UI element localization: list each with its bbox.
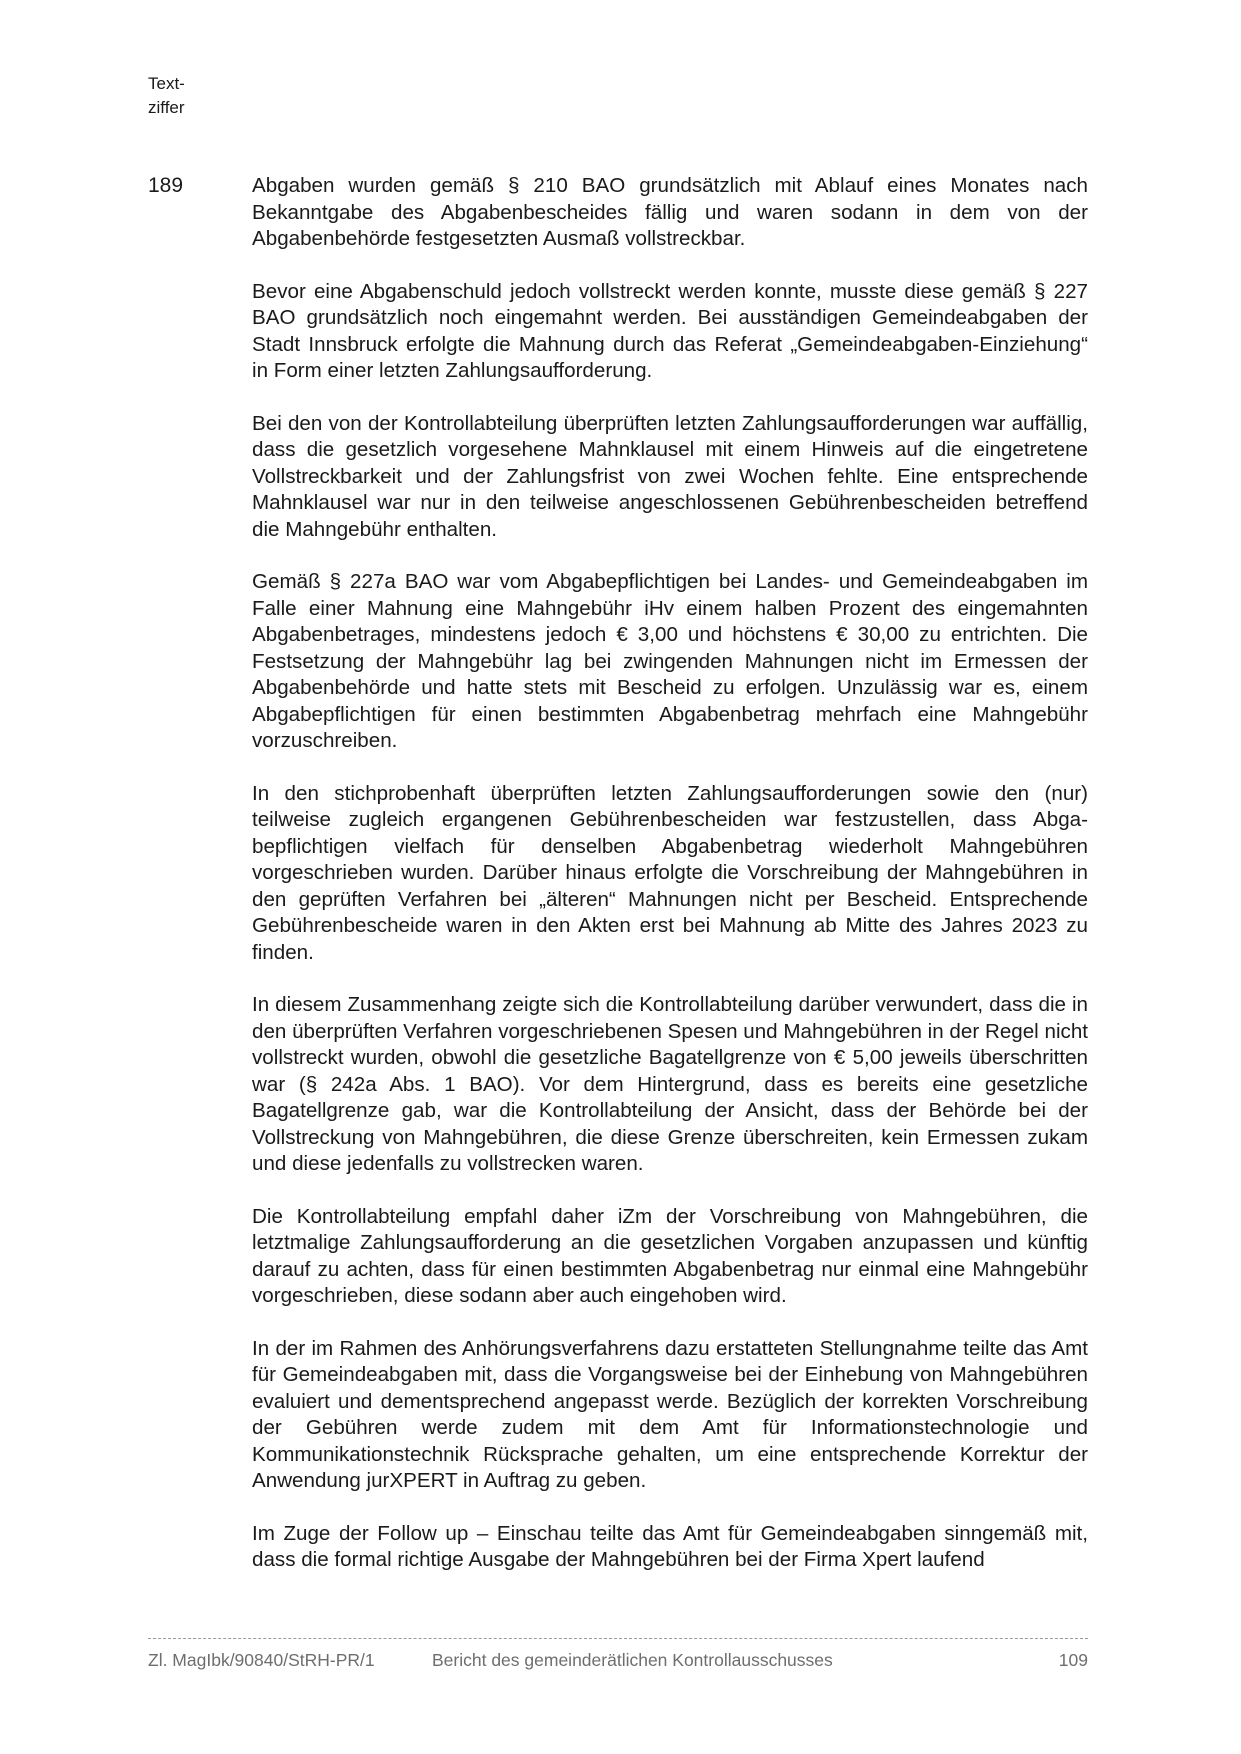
paragraph: Bevor eine Abgabenschuld jedoch vollstreckt werden konnte, musste diese gemäß § 227 BAO grundsätzlich noch eingemahnt werden. Bei ausständigen Gemeindeabgaben der Stadt Innsbruck erfolgte die Mahnung durch das Referat „Gemeindeabgaben-Einziehung“ in Form einer letzten Zahlungsaufforderung. bbox=[252, 279, 1088, 382]
section-body bbox=[252, 173, 1088, 1574]
paragraph: Die Kontrollabteilung empfahl daher iZm der Vorschreibung von Mahngebühren, die letztmalige Zahlungsaufforderung an die gesetzlichen Vorgaben anzupassen und künftig darauf zu achten, dass für einen bestimmten Abgabenbetrag nur einmal eine Mahngebühr vorgeschrieben, diese sodann aber auch eingehoben wird. bbox=[252, 1204, 1088, 1307]
margin-label-line: ziffer bbox=[148, 98, 185, 117]
paragraph: In den stichprobenhaft überprüften letzten Zahlungsaufforderungen sowie den (nur) teilweise zugleich ergangenen Gebührenbescheiden war festzustellen, dass Abgabepflichtigen vielfach für denselben Abgabenbetrag wiederholt Mahngebühren vorgeschrieben wurden. Darüber hinaus erfolgte die Vorschreibung der Mahngebühren in den geprüften Verfahren bei „älteren“ Mahnungen nicht per Bescheid. Entsprechende Gebührenbescheide waren in den Akten erst bei Mahnung ab Mitte des Jahres 2023 zu finden. bbox=[252, 781, 1088, 964]
page-number: 109 bbox=[1058, 1650, 1088, 1670]
footer-reference: Zl. MagIbk/90840/StRH-PR/1 bbox=[148, 1650, 375, 1670]
text-number: 189 bbox=[148, 174, 184, 197]
paragraph: In der im Rahmen des Anhörungsverfahrens dazu erstatteten Stellungnahme teilte das Amt für Gemeindeabgaben mit, dass die Vorgangsweise bei der Einhebung von Mahngebühren evaluiert und dementsprechend angepasst werde. Bezüglich der korrekten Vorschreibung der Gebühren werde zudem mit dem Amt für Informationstechnologie und Kommunikationstechnik Rücksprache gehalten, um eine entsprechende Korrektur der Anwendung jurXPERT in Auftrag zu geben. bbox=[252, 1336, 1088, 1492]
footer-title: Bericht des gemeinderätlichen Kontrollausschusses bbox=[432, 1650, 833, 1670]
paragraph: Gemäß § 227a BAO war vom Abgabepflichtigen bei Landes- und Gemeindeabgaben im Falle einer Mahnung eine Mahngebühr iHv einem halben Prozent des eingemahnten Abgabenbetrages, mindestens jedoch € 3,00 und höchstens € 30,00 zu entrichten. Die Festsetzung der Mahngebühr lag bei zwingenden Mahnungen nicht im Ermessen der Abgabenbehörde und hatte stets mit Bescheid zu erfolgen. Unzulässig war es, einem Abgabepflichtigen für einen bestimmten Abgabenbetrag mehrfach eine Mahngebühr vorzuschreiben. bbox=[252, 570, 1088, 752]
footer-divider bbox=[148, 1638, 1088, 1639]
paragraph: Abgaben wurden gemäß § 210 BAO grundsätzlich mit Ablauf eines Monates nach Bekanntgabe des Abgabenbescheides fällig und waren sodann in dem von der Abgabenbehörde festgesetzten Ausmaß vollstreckbar. bbox=[252, 174, 1088, 250]
paragraph: Im Zuge der Follow up – Einschau teilte das Amt für Gemeindeabgaben sinngemäß mit, dass die formal richtige Ausgabe der Mahngebühren bei der Firma Xpert laufend bbox=[252, 1521, 1088, 1571]
paragraph: Bei den von der Kontrollabteilung überprüften letzten Zahlungsaufforderungen war auffällig, dass die gesetzlich vorgesehene Mahnklausel mit einem Hinweis auf die eingetretene Vollstreckbarkeit und der Zahlungsfrist von zwei Wochen fehlte. Eine entsprechende Mahnklausel war nur in den teilweise angeschlossenen Gebührenbescheiden betreffend die Mahngebühr enthalten. bbox=[252, 411, 1088, 541]
margin-label-line: Text- bbox=[148, 74, 185, 93]
margin-label bbox=[148, 72, 218, 120]
paragraph: In diesem Zusammenhang zeigte sich die Kontrollabteilung darüber verwundert, dass die in den überprüften Verfahren vorgeschriebenen Spesen und Mahngebühren in der Regel nicht vollstreckt wurden, obwohl die gesetzliche Bagatellgrenze von € 5,00 jeweils überschritten war (§ 242a Abs. 1 BAO). Vor dem Hintergrund, dass es bereits eine gesetzliche Bagatellgrenze gab, war die Kontrollabteilung der Ansicht, dass der Behörde bei der Vollstreckung von Mahngebühren, die diese Grenze überschreiten, kein Ermessen zukam und diese jedenfalls zu vollstrecken waren. bbox=[252, 993, 1088, 1175]
